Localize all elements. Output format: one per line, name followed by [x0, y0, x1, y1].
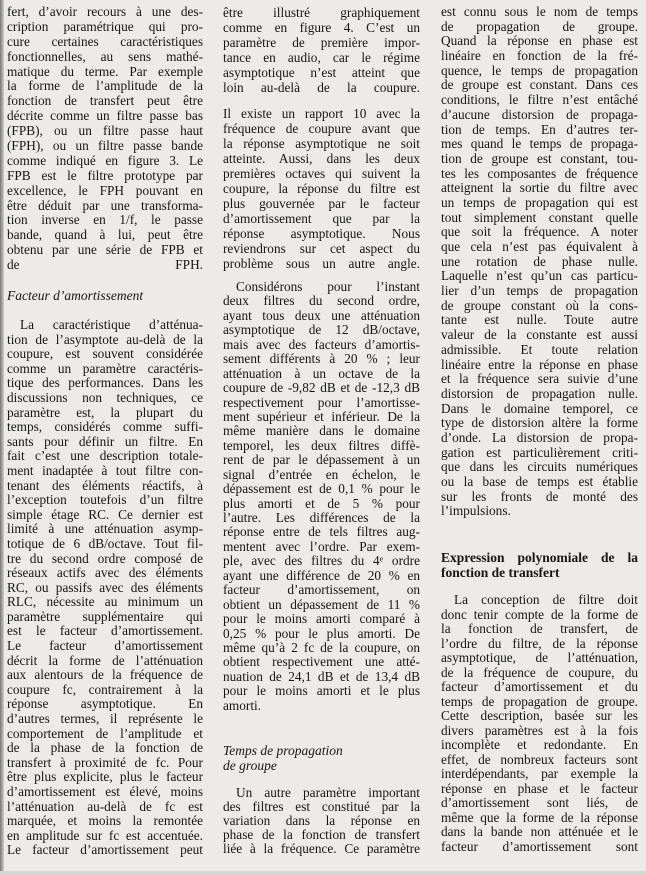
text-line: cription paramétrique qui pro- [7, 18, 203, 34]
paragraph [223, 280, 420, 713]
text-line: d’onde. La distorsion de propa- [441, 429, 638, 445]
text-line: même qu’à 2 fc de la coupure, on [223, 639, 420, 655]
text-line: la forme de l’amplitude de la [7, 78, 203, 94]
paragraph [223, 786, 420, 856]
text-line: variation dans la réponse en [223, 813, 420, 828]
text-line: discussions non techniques, ce [7, 389, 203, 405]
text-line: plus gouvernée par le facteur [223, 196, 420, 211]
text-line: est le facteur d’amortissement. [7, 623, 203, 639]
text-line: comme en figure 4. C’est un [223, 20, 420, 35]
heading-line: Facteur d’amortissement [7, 288, 144, 303]
text-line: matique du terme. Par exemple [7, 63, 203, 79]
text-line: conditions, le filtre n’est entâché [441, 92, 638, 108]
text-line: premières octaves qui suivent la [223, 166, 420, 181]
text-line: facteur d’amortissement et du [441, 679, 638, 694]
text-line: liée à la fréquence. Ce paramètre [223, 841, 420, 856]
text-line: La caractéristique d’atténua- [20, 317, 203, 332]
text-line: mentent avec l’ordre. Par exem- [223, 538, 420, 554]
text-line: deux filtres du second ordre, [223, 293, 420, 309]
paragraph [223, 106, 420, 271]
text-line: type de distorsion altère la forme [441, 415, 638, 431]
text-line: phase de la fonction de transfert [223, 827, 420, 842]
text-line: de groupe constant où la cons- [441, 297, 638, 313]
text-line: fréquence de coupure avant que [223, 121, 420, 136]
text-line: tenant des éléments réactifs, à [7, 477, 203, 493]
text-line: réponse entre de tels filtres aug- [223, 524, 420, 540]
text-line: FPB est le filtre prototype par [7, 167, 203, 183]
text-line: dépassement est de 0,1 % pour le [223, 481, 420, 497]
text-line: tion inverse en 1/f, le passe [7, 212, 203, 228]
text-line: être déduit par une transforma- [7, 197, 203, 213]
text-line: incomplète et redondante. En [441, 737, 638, 752]
text-line: plus amorti et de 5 % pour [223, 495, 420, 511]
text-line: ayant une différence de 20 % en [223, 567, 420, 583]
text-line: en amplitude sur fc est accentuée. [7, 827, 203, 843]
text-line: d’amortissement sont liés, de [441, 795, 638, 810]
paragraph [441, 5, 638, 519]
text-line: comme un paramètre caractéris- [7, 360, 203, 376]
text-line: nuation de 24,1 dB et de 13,4 dB [223, 668, 420, 684]
text-line: Un autre paramètre important [236, 785, 420, 800]
text-line: même que la forme de la réponse [441, 809, 638, 825]
text-line: d’autres termes, il représente le [7, 711, 203, 727]
text-line: totique de 6 dB/octave. Tout fil- [7, 535, 203, 551]
text-line: divers paramètres est à la fois [441, 722, 638, 738]
text-line: La conception de filtre doit [454, 592, 638, 607]
text-line: mes quand le temps de propaga- [441, 136, 638, 152]
text-line: (FPH), ou un filtre passe bande [7, 138, 203, 154]
text-line: tion de temps. En d’autres ter- [441, 121, 638, 137]
text-line: reviendrons sur cet aspect du [223, 241, 420, 256]
text-line: effet, de nombreux facteurs sont [441, 751, 638, 767]
text-line: marquée, et moins la remontée [7, 813, 203, 829]
text-line: limité à une atténuation asymp- [7, 521, 203, 537]
text-line: tante est nulle. Toute autre [441, 312, 638, 328]
text-line: décrit la forme de l’atténuation [7, 652, 203, 668]
text-line: simple étage RC. Ce dernier est [7, 506, 203, 522]
text-line: de FPH. [7, 257, 203, 273]
text-line: réponse en phase et le facteur [441, 780, 638, 796]
text-line: signal d’entrée en échelon, le [223, 466, 420, 482]
text-line: Le facteur d’amortissement [7, 638, 203, 654]
text-line: la fonction de transfert, de [441, 621, 638, 636]
text-line: distorsion de propagation nulle. [441, 385, 638, 401]
text-line: temporel, les deux filtres diffè- [223, 437, 420, 453]
text-line: interdépendants, par exemple la [441, 766, 638, 781]
scan-bottom-edge [0, 871, 646, 875]
text-line: tance en audio, car le régime [223, 50, 420, 65]
text-line: et la fréquence sera suivie d’une [441, 371, 638, 387]
text-line: cure certaines caractéristiques [7, 33, 203, 49]
text-line: quence, le temps de propagation [441, 62, 638, 78]
text-line: fert, d’avoir recours à une des- [7, 4, 203, 19]
text-line: tout simplement constant quelle [441, 209, 638, 225]
text-line: gation est particulièrement criti- [441, 444, 638, 460]
text-line: valeur de la constante est aussi [441, 327, 638, 343]
text-line: respectivement pour l’amortisse- [223, 394, 420, 410]
heading-line: Expression polynomiale de la [441, 550, 638, 565]
text-line: mais avec des facteurs d’amortis- [223, 336, 420, 352]
text-line: coupure, est souvent considérée [7, 346, 203, 362]
text-line: facteur d’amortissement sont [441, 838, 638, 854]
paragraph [223, 5, 420, 95]
text-line: linéaire entre la réponse en phase [441, 356, 638, 372]
text-line: temps de propagation de groupe. [441, 693, 638, 709]
text-line: fonction de transfert peut être [7, 93, 203, 109]
text-line: que dans les circuits numériques [441, 459, 638, 475]
section-heading [7, 288, 203, 303]
text-line: Dans le domaine temporel, ce [441, 400, 638, 416]
heading-line: de groupe [223, 757, 277, 773]
text-line: excellence, le FPH pouvant en [7, 182, 203, 198]
text-line: 0,25 % pour le plus amorti. De [223, 625, 420, 641]
text-line: tion de l’asymptote au-delà de la [7, 331, 203, 347]
text-line: ayant tous deux une atténuation [223, 307, 420, 323]
paragraph [7, 318, 203, 858]
text-line: d’amortissement est élevé, moins [7, 784, 203, 799]
text-line: ou la base de temps est établie [441, 474, 638, 489]
text-line: de la fréquence de coupure, du [441, 664, 638, 680]
text-line: tique des performances. Dans les [7, 375, 203, 391]
text-line: linéaire en fonction de la fré- [441, 48, 638, 64]
text-line: donc tenir compte de la forme de [441, 606, 638, 622]
text-line: Considérons pour l’instant [236, 279, 420, 294]
text-line: d’aucune distorsion de propaga- [441, 106, 638, 122]
text-line: atteignent la sortie du filtre avec [441, 180, 638, 196]
text-line: Laquelle n’est qu’un cas particu- [441, 268, 638, 284]
text-line: loin au-delà de la coupure. [223, 80, 420, 95]
text-line: Il existe un rapport 10 avec la [223, 106, 420, 121]
text-line: asymptotique n’est atteint que [223, 65, 420, 80]
text-line: même manière dans le domaine [223, 423, 420, 439]
text-line: aux alentours de la fréquence de [7, 667, 203, 683]
text-line: atteinte. Aussi, dans les deux [223, 151, 420, 166]
text-line: paramètre est, la plupart du [7, 404, 203, 420]
text-line: atténuation à un octave de la [223, 365, 420, 381]
text-line: temps, considérés comme suffi- [7, 419, 203, 435]
text-line: sur les fronts de monté des [441, 488, 638, 504]
text-line: (FPB), ou un filtre passe haut [7, 123, 203, 139]
text-line: l’ordre du filtre, de la réponse [441, 635, 638, 651]
section-heading [441, 551, 638, 580]
text-line: des filtres est constitué par la [223, 799, 420, 814]
text-line: pour le moins amorti et le plus [223, 683, 420, 699]
text-line: obtient respectivement une atté- [223, 654, 420, 670]
text-line: est connu sous le nom de temps [441, 4, 638, 19]
text-line: un temps de propagation qui est [441, 194, 638, 210]
text-line: facteur d’amortissement, on [223, 582, 420, 598]
text-line: réseaux actifs avec des éléments [7, 565, 203, 581]
text-line: obtenu par une série de FPB et [7, 242, 203, 258]
text-line: admissible. Et toute relation [441, 341, 638, 357]
text-line: comme indiqué en figure 3. Le [7, 152, 203, 168]
text-line: tre du second ordre composé de [7, 550, 203, 566]
text-line: tion de groupe est constant, tou- [441, 150, 638, 166]
paragraph [7, 5, 203, 273]
text-line: obtient un dépassement de 11 % [223, 596, 420, 612]
text-line: sement différents à 20 % ; leur [223, 351, 420, 367]
text-line: Cette description, basée sur les [441, 708, 638, 723]
text-line: transfert à proximité de fc. Pour [7, 754, 203, 770]
text-line: pour le moins amorti comparé à [223, 611, 420, 627]
text-line: l’autre. Les différences de la [223, 510, 420, 525]
heading-line: Temps de propagation [223, 743, 343, 758]
text-line: RC, ou passifs avec des éléments [7, 579, 203, 595]
paragraph [441, 593, 638, 854]
scan-edge [0, 0, 4, 875]
text-line: RLC, nécessite au minimum un [7, 594, 203, 610]
text-line: réponse asymptotique. En [7, 696, 203, 712]
text-line: comportement de l’amplitude et [7, 725, 203, 741]
text-line: que cela n’est pas équivalent à [441, 239, 638, 254]
text-line: que soit la fréquence. A noter [441, 224, 638, 240]
text-line: ple, avec des filtres du 4ᵉ ordre [223, 553, 420, 569]
text-line: ment inadaptée à tout filtre con- [7, 462, 203, 478]
text-line: coupure fc, contrairement à la [7, 681, 203, 697]
text-line: problème sous un autre angle. [223, 256, 420, 271]
text-line: la réponse asymptotique ne soit [223, 136, 420, 151]
text-line: paramètre de première impor- [223, 35, 420, 50]
text-line: coupure de -9,82 dB et de -12,3 dB [223, 380, 420, 396]
text-line: paramètre supplémentaire qui [7, 608, 203, 624]
text-line: Le facteur d’amortissement peut [7, 842, 203, 858]
text-line: asymptotique, de l’atténuation, [441, 650, 638, 665]
text-line: dans la bande non atténuée et le [441, 824, 638, 839]
text-line: de groupe est constant. Dans ces [441, 77, 638, 93]
text-line: coupure, la réponse du filtre est [223, 181, 420, 196]
text-line: tes les composantes de fréquence [441, 165, 638, 181]
text-line: d’amortissement que par la [223, 211, 420, 226]
text-line: de propagation de groupe. [441, 18, 638, 34]
text-line: bande, quand à lui, peut être [7, 227, 203, 243]
text-line: décrite comme un filtre passe bas [7, 108, 203, 124]
text-line: amorti. [223, 697, 262, 713]
text-line: Quand la réponse en phase est [441, 33, 638, 49]
text-line: fait c’est une description totale- [7, 448, 203, 464]
section-heading [223, 744, 420, 773]
text-line: de la phase de la fonction de [7, 740, 203, 756]
text-line: sants pour définir un filtre. En [7, 433, 203, 449]
text-line: une rotation de phase nulle. [441, 253, 638, 269]
heading-line: fonction de transfert [441, 564, 560, 580]
text-line: ment supérieur et inférieur. De la [223, 408, 420, 424]
text-line: asymptotique de 12 dB/octave, [223, 322, 420, 338]
text-line: rent de par le dépassement à un [223, 452, 420, 468]
text-line: lier d’un temps de propagation [441, 283, 638, 299]
text-line: être illustré graphiquement [223, 5, 420, 20]
text-line: l’atténuation au-delà de fc est [7, 798, 203, 814]
text-line: être plus explicite, plus le facteur [7, 769, 203, 785]
text-line: l’impulsions. [441, 503, 511, 519]
text-line: réponse asymptotique. Nous [223, 226, 420, 241]
text-line: l’exception toutefois d’un filtre [7, 492, 203, 508]
text-line: fonctionnelles, au sens mathé- [7, 48, 203, 64]
